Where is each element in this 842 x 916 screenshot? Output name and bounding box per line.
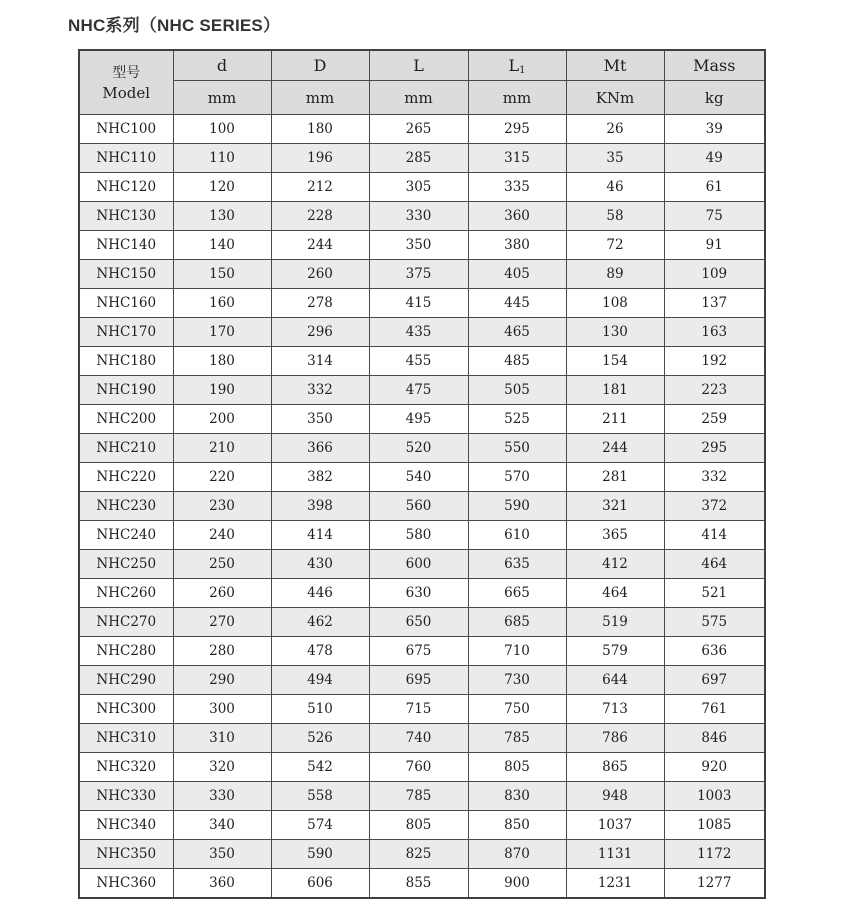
column-header-d: D (271, 50, 369, 81)
value-cell: 335 (468, 173, 566, 202)
model-cell: NHC210 (79, 434, 173, 463)
model-cell: NHC140 (79, 231, 173, 260)
value-cell: 360 (173, 869, 271, 899)
value-cell: 750 (468, 695, 566, 724)
value-cell: 170 (173, 318, 271, 347)
column-header-mt: Mt (566, 50, 664, 81)
value-cell: 510 (271, 695, 369, 724)
value-cell: 250 (173, 550, 271, 579)
value-cell: 360 (468, 202, 566, 231)
value-cell: 75 (664, 202, 765, 231)
model-cell: NHC290 (79, 666, 173, 695)
model-cell: NHC100 (79, 115, 173, 144)
table-row (79, 782, 765, 811)
value-cell: 260 (173, 579, 271, 608)
model-cell: NHC240 (79, 521, 173, 550)
value-cell: 1277 (664, 869, 765, 899)
value-cell: 108 (566, 289, 664, 318)
value-cell: 372 (664, 492, 765, 521)
value-cell: 464 (566, 579, 664, 608)
value-cell: 46 (566, 173, 664, 202)
value-cell: 495 (369, 405, 468, 434)
value-cell: 350 (271, 405, 369, 434)
table-row (79, 463, 765, 492)
table-row (79, 637, 765, 666)
value-cell: 525 (468, 405, 566, 434)
value-cell: 296 (271, 318, 369, 347)
value-cell: 228 (271, 202, 369, 231)
value-cell: 850 (468, 811, 566, 840)
column-unit-3: mm (369, 81, 468, 115)
table-row (79, 173, 765, 202)
value-cell: 465 (468, 318, 566, 347)
value-cell: 109 (664, 260, 765, 289)
value-cell: 240 (173, 521, 271, 550)
model-cell: NHC260 (79, 579, 173, 608)
value-cell: 39 (664, 115, 765, 144)
table-row (79, 231, 765, 260)
value-cell: 1037 (566, 811, 664, 840)
table-row (79, 376, 765, 405)
value-cell: 300 (173, 695, 271, 724)
value-cell: 526 (271, 724, 369, 753)
value-cell: 154 (566, 347, 664, 376)
value-cell: 340 (173, 811, 271, 840)
value-cell: 244 (271, 231, 369, 260)
value-cell: 519 (566, 608, 664, 637)
value-cell: 606 (271, 869, 369, 899)
value-cell: 785 (468, 724, 566, 753)
value-cell: 760 (369, 753, 468, 782)
model-cell: NHC150 (79, 260, 173, 289)
table-row (79, 550, 765, 579)
value-cell: 190 (173, 376, 271, 405)
value-cell: 478 (271, 637, 369, 666)
value-cell: 542 (271, 753, 369, 782)
column-header-l: L (369, 50, 468, 81)
model-cell: NHC160 (79, 289, 173, 318)
value-cell: 180 (173, 347, 271, 376)
value-cell: 740 (369, 724, 468, 753)
model-cell: NHC130 (79, 202, 173, 231)
value-cell: 558 (271, 782, 369, 811)
value-cell: 825 (369, 840, 468, 869)
value-cell: 259 (664, 405, 765, 434)
value-cell: 212 (271, 173, 369, 202)
value-cell: 366 (271, 434, 369, 463)
table-row (79, 811, 765, 840)
model-cell: NHC120 (79, 173, 173, 202)
value-cell: 89 (566, 260, 664, 289)
value-cell: 550 (468, 434, 566, 463)
value-cell: 196 (271, 144, 369, 173)
table-header (79, 50, 765, 115)
value-cell: 315 (468, 144, 566, 173)
value-cell: 761 (664, 695, 765, 724)
value-cell: 414 (271, 521, 369, 550)
value-cell: 412 (566, 550, 664, 579)
model-cell: NHC270 (79, 608, 173, 637)
value-cell: 91 (664, 231, 765, 260)
value-cell: 281 (566, 463, 664, 492)
value-cell: 590 (271, 840, 369, 869)
value-cell: 285 (369, 144, 468, 173)
value-cell: 580 (369, 521, 468, 550)
value-cell: 137 (664, 289, 765, 318)
value-cell: 786 (566, 724, 664, 753)
column-unit-4: mm (468, 81, 566, 115)
value-cell: 321 (566, 492, 664, 521)
value-cell: 223 (664, 376, 765, 405)
value-cell: 494 (271, 666, 369, 695)
model-header-cn: 型号 (112, 64, 141, 81)
table-row (79, 695, 765, 724)
value-cell: 430 (271, 550, 369, 579)
value-cell: 630 (369, 579, 468, 608)
table-row (79, 521, 765, 550)
value-cell: 330 (369, 202, 468, 231)
column-unit-5: KNm (566, 81, 664, 115)
model-cell: NHC340 (79, 811, 173, 840)
value-cell: 685 (468, 608, 566, 637)
value-cell: 320 (173, 753, 271, 782)
value-cell: 485 (468, 347, 566, 376)
value-cell: 574 (271, 811, 369, 840)
value-cell: 278 (271, 289, 369, 318)
table-row (79, 347, 765, 376)
table-row (79, 666, 765, 695)
value-cell: 464 (664, 550, 765, 579)
value-cell: 1003 (664, 782, 765, 811)
value-cell: 920 (664, 753, 765, 782)
value-cell: 730 (468, 666, 566, 695)
value-cell: 270 (173, 608, 271, 637)
value-cell: 610 (468, 521, 566, 550)
model-cell: NHC360 (79, 869, 173, 899)
model-cell: NHC180 (79, 347, 173, 376)
value-cell: 570 (468, 463, 566, 492)
value-cell: 520 (369, 434, 468, 463)
value-cell: 435 (369, 318, 468, 347)
model-cell: NHC230 (79, 492, 173, 521)
table-row (79, 608, 765, 637)
table-row (79, 115, 765, 144)
value-cell: 635 (468, 550, 566, 579)
value-cell: 140 (173, 231, 271, 260)
column-header-mass: Mass (664, 50, 765, 81)
value-cell: 636 (664, 637, 765, 666)
value-cell: 130 (173, 202, 271, 231)
value-cell: 290 (173, 666, 271, 695)
value-cell: 665 (468, 579, 566, 608)
value-cell: 414 (664, 521, 765, 550)
value-cell: 110 (173, 144, 271, 173)
value-cell: 332 (271, 376, 369, 405)
value-cell: 280 (173, 637, 271, 666)
value-cell: 575 (664, 608, 765, 637)
table-row (79, 144, 765, 173)
value-cell: 855 (369, 869, 468, 899)
value-cell: 72 (566, 231, 664, 260)
value-cell: 120 (173, 173, 271, 202)
value-cell: 192 (664, 347, 765, 376)
value-cell: 210 (173, 434, 271, 463)
value-cell: 35 (566, 144, 664, 173)
model-column-header (79, 50, 173, 115)
value-cell: 715 (369, 695, 468, 724)
value-cell: 900 (468, 869, 566, 899)
value-cell: 600 (369, 550, 468, 579)
table-row (79, 579, 765, 608)
table-row (79, 405, 765, 434)
value-cell: 713 (566, 695, 664, 724)
value-cell: 1231 (566, 869, 664, 899)
value-cell: 310 (173, 724, 271, 753)
value-cell: 644 (566, 666, 664, 695)
value-cell: 695 (369, 666, 468, 695)
value-cell: 805 (369, 811, 468, 840)
value-cell: 675 (369, 637, 468, 666)
column-header-l1: $L_1$ (468, 50, 566, 81)
table-row (79, 434, 765, 463)
value-cell: 846 (664, 724, 765, 753)
model-cell: NHC190 (79, 376, 173, 405)
table-row (79, 260, 765, 289)
column-header-subscript: 1 (519, 64, 526, 76)
value-cell: 260 (271, 260, 369, 289)
value-cell: 382 (271, 463, 369, 492)
table-row (79, 869, 765, 899)
value-cell: 697 (664, 666, 765, 695)
table-row (79, 289, 765, 318)
value-cell: 314 (271, 347, 369, 376)
value-cell: 365 (566, 521, 664, 550)
value-cell: 295 (468, 115, 566, 144)
column-unit-6: kg (664, 81, 765, 115)
model-cell: NHC200 (79, 405, 173, 434)
value-cell: 200 (173, 405, 271, 434)
value-cell: 100 (173, 115, 271, 144)
value-cell: 332 (664, 463, 765, 492)
table-row (79, 840, 765, 869)
value-cell: 590 (468, 492, 566, 521)
value-cell: 350 (173, 840, 271, 869)
header-name-row (79, 50, 765, 81)
value-cell: 1131 (566, 840, 664, 869)
model-cell: NHC300 (79, 695, 173, 724)
value-cell: 405 (468, 260, 566, 289)
value-cell: 181 (566, 376, 664, 405)
value-cell: 180 (271, 115, 369, 144)
value-cell: 305 (369, 173, 468, 202)
value-cell: 150 (173, 260, 271, 289)
table-row (79, 492, 765, 521)
value-cell: 398 (271, 492, 369, 521)
spec-table (78, 49, 766, 899)
value-cell: 211 (566, 405, 664, 434)
value-cell: 560 (369, 492, 468, 521)
value-cell: 350 (369, 231, 468, 260)
column-unit-2: mm (271, 81, 369, 115)
value-cell: 58 (566, 202, 664, 231)
value-cell: 445 (468, 289, 566, 318)
value-cell: 785 (369, 782, 468, 811)
value-cell: 446 (271, 579, 369, 608)
value-cell: 650 (369, 608, 468, 637)
value-cell: 455 (369, 347, 468, 376)
value-cell: 865 (566, 753, 664, 782)
value-cell: 49 (664, 144, 765, 173)
value-cell: 462 (271, 608, 369, 637)
value-cell: 380 (468, 231, 566, 260)
value-cell: 163 (664, 318, 765, 347)
value-cell: 1085 (664, 811, 765, 840)
value-cell: 475 (369, 376, 468, 405)
value-cell: 579 (566, 637, 664, 666)
value-cell: 521 (664, 579, 765, 608)
model-cell: NHC280 (79, 637, 173, 666)
page-title: NHC系列（NHC SERIES） (68, 16, 281, 35)
header-unit-row (79, 81, 765, 115)
column-unit-1: mm (173, 81, 271, 115)
value-cell: 265 (369, 115, 468, 144)
model-header-en: Model (102, 83, 151, 102)
model-cell: NHC250 (79, 550, 173, 579)
value-cell: 830 (468, 782, 566, 811)
value-cell: 160 (173, 289, 271, 318)
value-cell: 330 (173, 782, 271, 811)
value-cell: 230 (173, 492, 271, 521)
value-cell: 220 (173, 463, 271, 492)
value-cell: 415 (369, 289, 468, 318)
model-cell: NHC170 (79, 318, 173, 347)
value-cell: 505 (468, 376, 566, 405)
table-row (79, 202, 765, 231)
table-row (79, 318, 765, 347)
value-cell: 244 (566, 434, 664, 463)
table-body (79, 115, 765, 899)
value-cell: 870 (468, 840, 566, 869)
model-cell: NHC220 (79, 463, 173, 492)
value-cell: 540 (369, 463, 468, 492)
model-cell: NHC350 (79, 840, 173, 869)
table-row (79, 753, 765, 782)
value-cell: 26 (566, 115, 664, 144)
value-cell: 295 (664, 434, 765, 463)
value-cell: 375 (369, 260, 468, 289)
value-cell: 130 (566, 318, 664, 347)
column-header-d: d (173, 50, 271, 81)
model-cell: NHC310 (79, 724, 173, 753)
value-cell: 805 (468, 753, 566, 782)
model-cell: NHC330 (79, 782, 173, 811)
table-row (79, 724, 765, 753)
value-cell: 710 (468, 637, 566, 666)
value-cell: 948 (566, 782, 664, 811)
model-cell: NHC320 (79, 753, 173, 782)
value-cell: 1172 (664, 840, 765, 869)
value-cell: 61 (664, 173, 765, 202)
model-cell: NHC110 (79, 144, 173, 173)
